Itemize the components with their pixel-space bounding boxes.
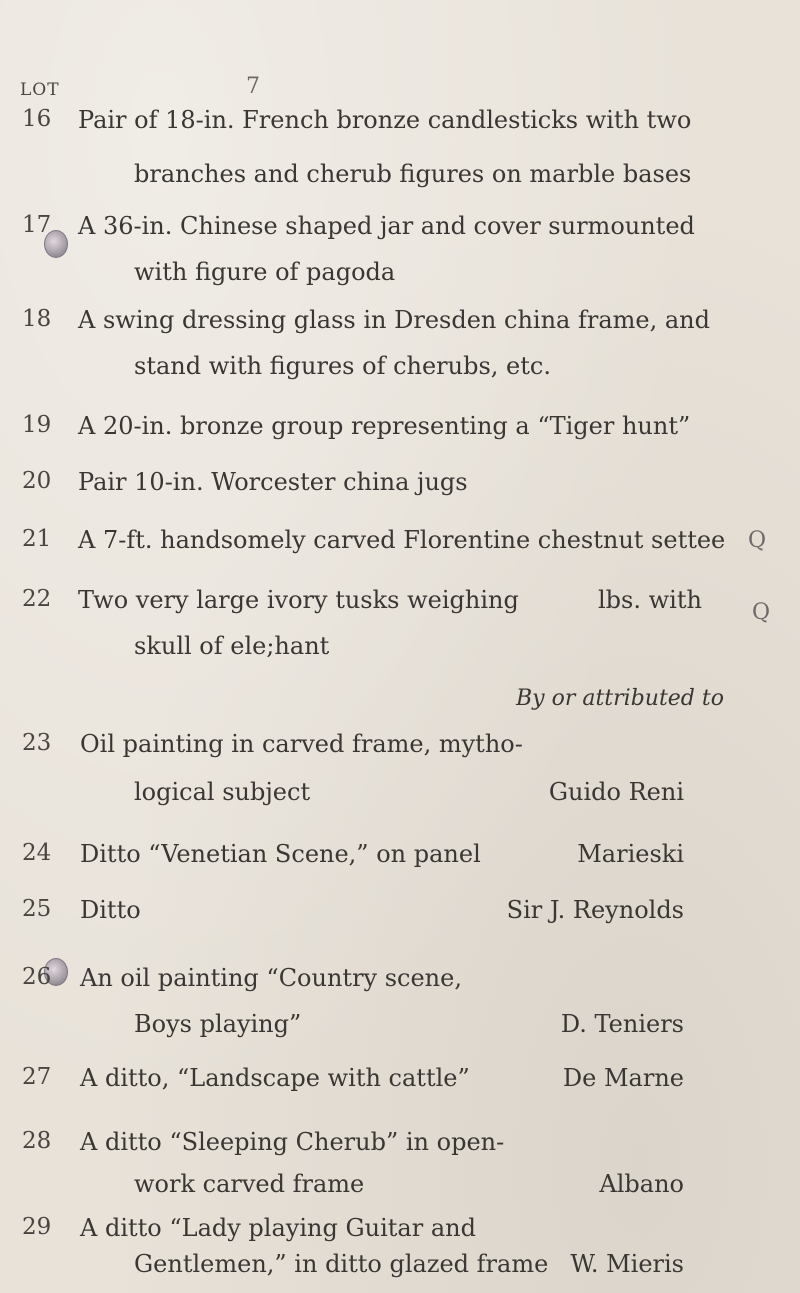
lot-number: 29	[22, 1214, 52, 1240]
lot-header: LOT	[20, 80, 60, 100]
lot-description: Ditto	[80, 896, 141, 924]
lot-description: Pair 10-in. Worcester china jugs	[78, 468, 468, 496]
lot-description: work carved frame	[134, 1170, 365, 1198]
lot-number: 20	[22, 468, 52, 494]
lot-description: A swing dressing glass in Dresden china frame, and	[78, 306, 710, 334]
lot-description: with figure of pagoda	[134, 258, 396, 286]
lot-number: 18	[22, 306, 52, 332]
lot-description: A 20-in. bronze group representing a “Tiger hunt”	[78, 412, 691, 440]
lot-description: Oil painting in carved frame, mytho-	[80, 730, 523, 758]
margin-mark: 7	[246, 74, 260, 99]
lot-description: Pair of 18-in. French bronze candlesticks with two	[78, 106, 692, 134]
lot-number: 26	[22, 964, 52, 990]
lot-description: A ditto “Lady playing Guitar and	[80, 1214, 476, 1242]
lot-number: 16	[22, 106, 52, 132]
lot-description: Ditto “Venetian Scene,” on panel	[80, 840, 481, 868]
lot-artist: Marieski	[577, 840, 684, 868]
lot-number: 25	[22, 896, 52, 922]
lot-artist: W. Mieris	[570, 1250, 684, 1278]
lot-artist: Sir J. Reynolds	[506, 896, 684, 924]
margin-mark: Q	[748, 528, 767, 553]
lot-description: Two very large ivory tusks weighing	[78, 586, 519, 614]
lot-description: A ditto, “Landscape with cattle”	[80, 1064, 470, 1092]
lot-description: Gentlemen,” in ditto glazed frame	[134, 1250, 549, 1278]
lot-number: 27	[22, 1064, 52, 1090]
lot-number: 23	[22, 730, 52, 756]
lot-number: 21	[22, 526, 52, 552]
lot-artist: Albano	[599, 1170, 684, 1198]
lot-description: logical subject	[134, 778, 311, 806]
margin-mark: Q	[752, 600, 771, 625]
lot-artist: D. Teniers	[560, 1010, 684, 1038]
lot-number: 17	[22, 212, 52, 238]
lot-description: skull of ele;hant	[134, 632, 330, 660]
lot-artist: De Marne	[562, 1064, 684, 1092]
lot-number: 28	[22, 1128, 52, 1154]
lot-number: 19	[22, 412, 52, 438]
lot-description: Boys playing”	[134, 1010, 302, 1038]
lot-description: A 7-ft. handsomely carved Florentine chestnut settee	[78, 526, 726, 554]
lot-weight-unit: lbs. with	[598, 586, 702, 614]
lot-artist: Guido Reni	[548, 778, 684, 806]
lot-description: An oil painting “Country scene,	[80, 964, 462, 992]
lot-description: stand with figures of cherubs, etc.	[134, 352, 551, 380]
lot-description: branches and cherub figures on marble bases	[134, 160, 692, 188]
lot-number: 24	[22, 840, 52, 866]
lot-description: A 36-in. Chinese shaped jar and cover surmounted	[78, 212, 695, 240]
lot-description: A ditto “Sleeping Cherub” in open-	[80, 1128, 505, 1156]
attribution-note: By or attributed to	[516, 686, 724, 711]
lot-number: 22	[22, 586, 52, 612]
